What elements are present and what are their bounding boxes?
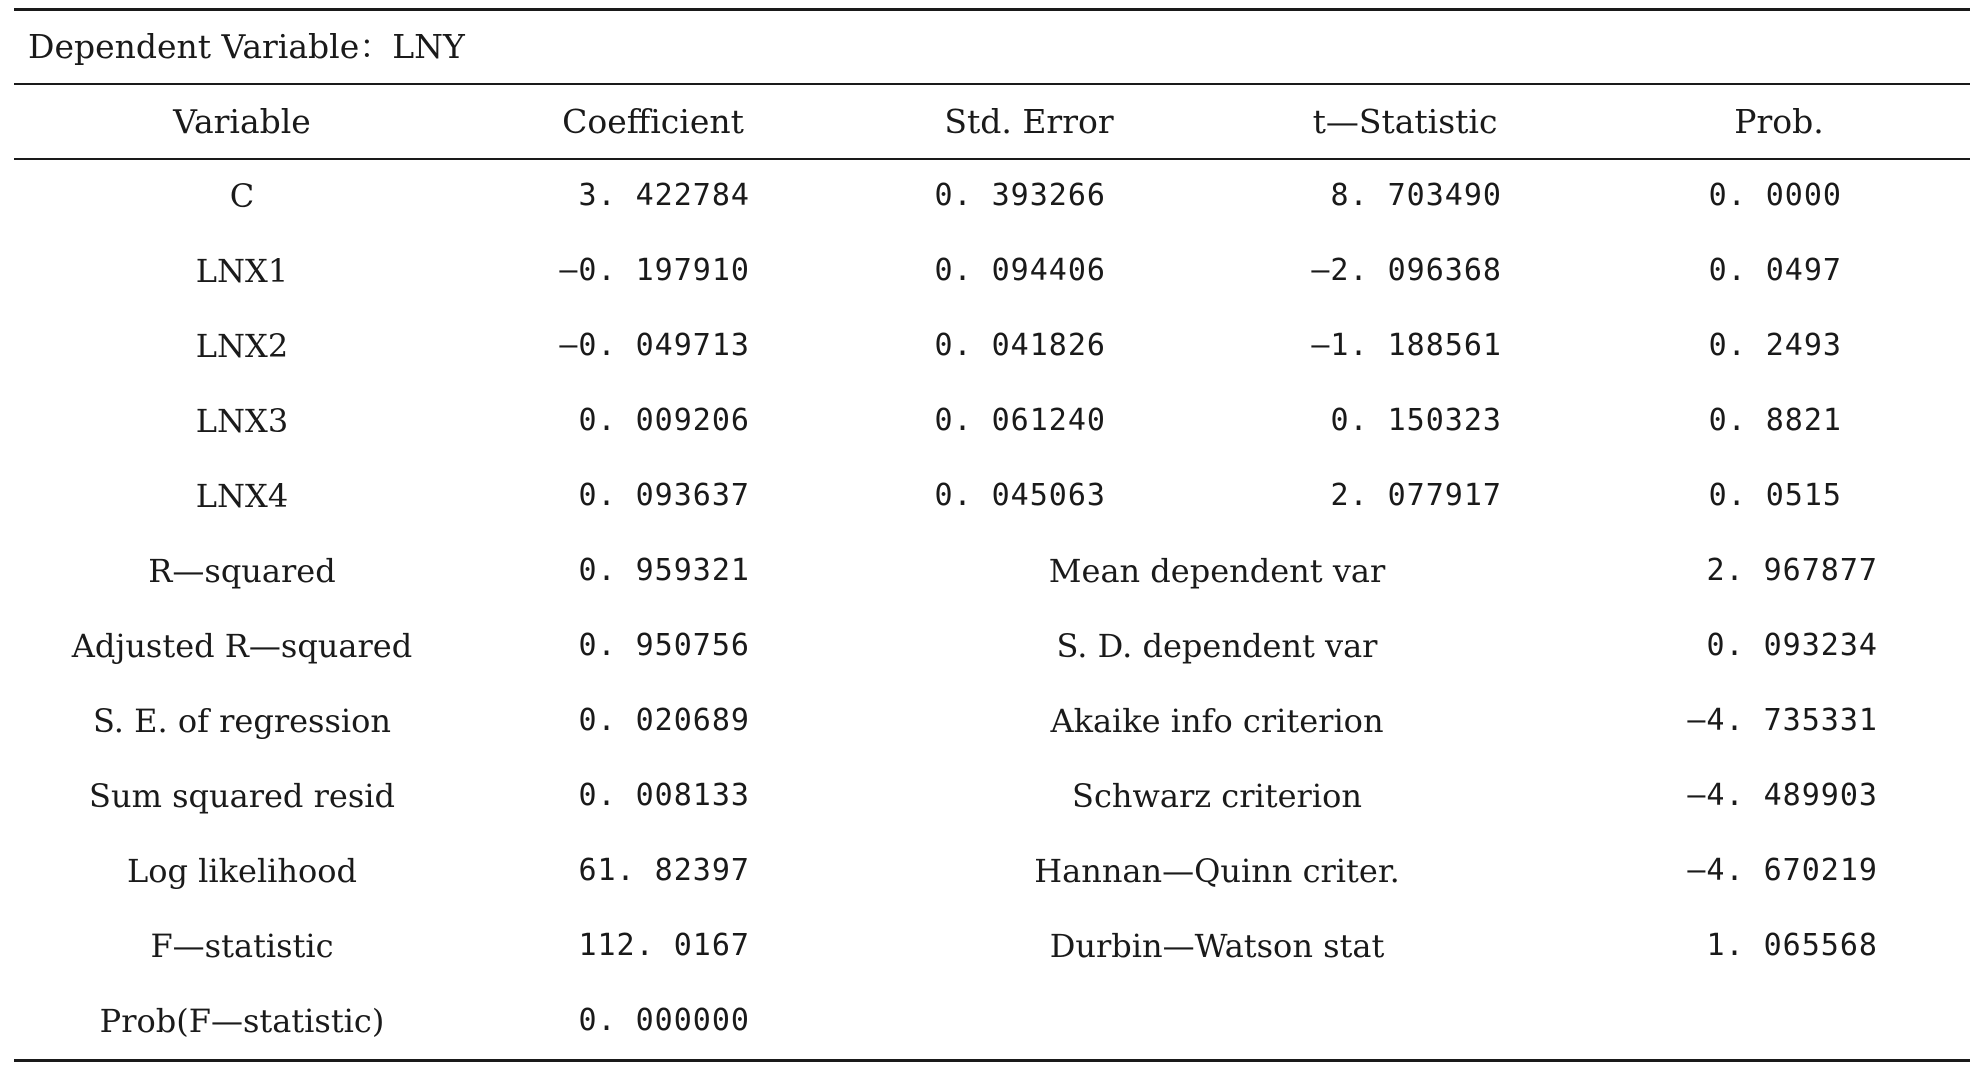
coefficient-value: —0. 049713 (559, 328, 750, 363)
stat-row (14, 841, 1970, 901)
stat-row (14, 616, 1970, 676)
std-error-value: 0. 045063 (934, 478, 1106, 513)
stat-value-right: —4. 735331 (1687, 703, 1878, 738)
prob-value: 0. 0515 (1708, 478, 1842, 513)
coefficient-value: 3. 422784 (578, 178, 750, 213)
header-bottom-rule (14, 158, 1970, 160)
std-error-value: 0. 094406 (934, 253, 1106, 288)
table-row (14, 241, 1970, 301)
stat-label-right: Schwarz criterion (1072, 777, 1362, 815)
header-t-statistic: t—Statistic (1312, 102, 1498, 141)
t-statistic-value: —1. 188561 (1311, 328, 1502, 363)
std-error-value: 0. 041826 (934, 328, 1106, 363)
stat-value-right: —4. 489903 (1687, 778, 1878, 813)
stat-value: 112. 0167 (578, 928, 750, 963)
stat-row (14, 766, 1970, 826)
stat-value-right: 1. 065568 (1706, 928, 1878, 963)
stat-row (14, 541, 1970, 601)
prob-value: 0. 0000 (1708, 178, 1842, 213)
stat-row (14, 991, 1970, 1051)
stat-label: S. E. of regression (92, 702, 392, 740)
dependent-variable-caption: Dependent Variable：LNY (28, 27, 465, 66)
variable-name: C (229, 177, 255, 215)
prob-value: 0. 8821 (1708, 403, 1842, 438)
stat-label-right: S. D. dependent var (1056, 627, 1378, 665)
stat-label: Adjusted R—squared (71, 627, 413, 665)
stat-value: 0. 000000 (578, 1003, 750, 1038)
header-top-rule (14, 83, 1970, 85)
prob-value: 0. 0497 (1708, 253, 1842, 288)
stat-value-right: 0. 093234 (1706, 628, 1878, 663)
stat-value: 0. 959321 (578, 553, 750, 588)
header-variable: Variable (173, 102, 311, 141)
table-row (14, 166, 1970, 226)
prob-value: 0. 2493 (1708, 328, 1842, 363)
stat-row (14, 916, 1970, 976)
table-header-row (14, 96, 1970, 148)
regression-table (14, 0, 1970, 1070)
stat-label-right: Hannan—Quinn criter. (1034, 852, 1400, 890)
stat-label: Prob(F—statistic) (99, 1002, 385, 1040)
std-error-value: 0. 061240 (934, 403, 1106, 438)
coefficient-value: —0. 197910 (559, 253, 750, 288)
stat-label-right: Durbin—Watson stat (1049, 927, 1385, 965)
stat-label: R—squared (148, 552, 336, 590)
t-statistic-value: 2. 077917 (1330, 478, 1502, 513)
table-row (14, 391, 1970, 451)
variable-name: LNX4 (195, 477, 289, 515)
stat-value-right: —4. 670219 (1687, 853, 1878, 888)
variable-name: LNX3 (195, 402, 289, 440)
bottom-rule (14, 1059, 1970, 1062)
stat-value: 0. 950756 (578, 628, 750, 663)
t-statistic-value: 8. 703490 (1330, 178, 1502, 213)
stat-label-right: Akaike info criterion (1050, 702, 1384, 740)
stat-value: 0. 020689 (578, 703, 750, 738)
header-coefficient: Coefficient (562, 102, 744, 141)
coefficient-value: 0. 093637 (578, 478, 750, 513)
table-row (14, 466, 1970, 526)
coefficient-value: 0. 009206 (578, 403, 750, 438)
variable-name: LNX1 (195, 252, 289, 290)
header-prob: Prob. (1734, 102, 1824, 141)
stat-value-right: 2. 967877 (1706, 553, 1878, 588)
stat-label: Sum squared resid (89, 777, 395, 815)
header-std-error: Std. Error (944, 102, 1114, 141)
variable-name: LNX2 (195, 327, 289, 365)
stat-label-right: Mean dependent var (1048, 552, 1386, 590)
top-rule (14, 8, 1970, 11)
std-error-value: 0. 393266 (934, 178, 1106, 213)
stat-value: 61. 82397 (578, 853, 750, 888)
table-row (14, 316, 1970, 376)
stat-row (14, 691, 1970, 751)
t-statistic-value: —2. 096368 (1311, 253, 1502, 288)
stat-label: F—statistic (150, 927, 334, 965)
t-statistic-value: 0. 150323 (1330, 403, 1502, 438)
stat-label: Log likelihood (126, 852, 358, 890)
stat-value: 0. 008133 (578, 778, 750, 813)
